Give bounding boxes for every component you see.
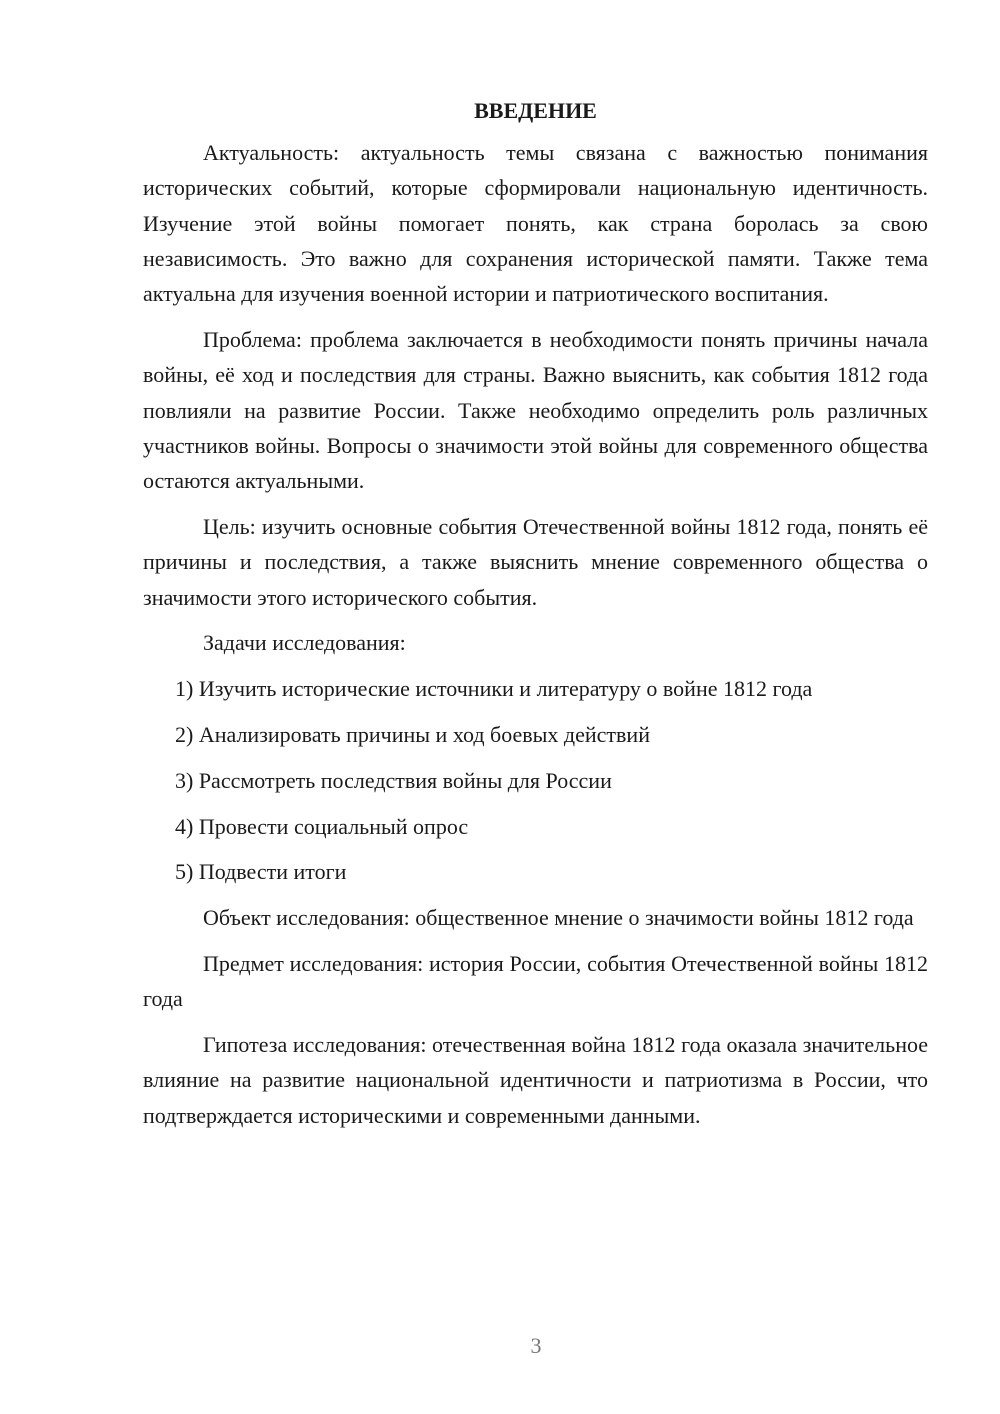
relevance-paragraph: Актуальность: актуальность темы связана с важностью понимания исторических событий, которые сформировали национальную идентичность. Изучение этой войны помогает понять, как страна боролась за свою независимость. Это важно для сохранения исторической памяти. Также тема актуальна для изучения военной истории и патриотического воспитания. <box>143 140 928 307</box>
goal-paragraph: Цель: изучить основные события Отечественной войны 1812 года, понять её причины и последствия, а также выяснить мнение современного общества о значимости этого исторического события. <box>143 513 928 610</box>
task-item: 3) Рассмотреть последствия войны для России <box>175 767 612 793</box>
document-page <box>143 96 928 1143</box>
task-item: 1) Изучить исторические источники и литературу о войне 1812 года <box>175 676 813 702</box>
tasks-heading: Задачи исследования: <box>203 630 406 656</box>
problem-paragraph: Проблема: проблема заключается в необходимости понять причины начала войны, её ход и последствия для страны. Важно выяснить, как события 1812 года повлияли на развитие России. Также необходимо определить роль различных участников войны. Вопросы о значимости этой войны для современного общества остаются актуальными. <box>143 326 928 494</box>
task-item: 2) Анализировать причины и ход боевых действий <box>175 721 650 747</box>
subject-paragraph: Предмет исследования: история России, события Отечественной войны 1812 года <box>143 950 928 1012</box>
page-number: 3 <box>530 1333 542 1358</box>
task-item: 4) Провести социальный опрос <box>175 813 469 839</box>
object-paragraph: Объект исследования: общественное мнение о значимости войны 1812 года <box>203 905 914 931</box>
hypothesis-paragraph: Гипотеза исследования: отечественная война 1812 года оказала значительное влияние на развитие национальной идентичности и патриотизма в России, что подтверждается историческими и современными данными. <box>143 1032 928 1128</box>
section-title: ВВЕДЕНИЕ <box>474 98 597 123</box>
task-item: 5) Подвести итоги <box>175 859 347 885</box>
